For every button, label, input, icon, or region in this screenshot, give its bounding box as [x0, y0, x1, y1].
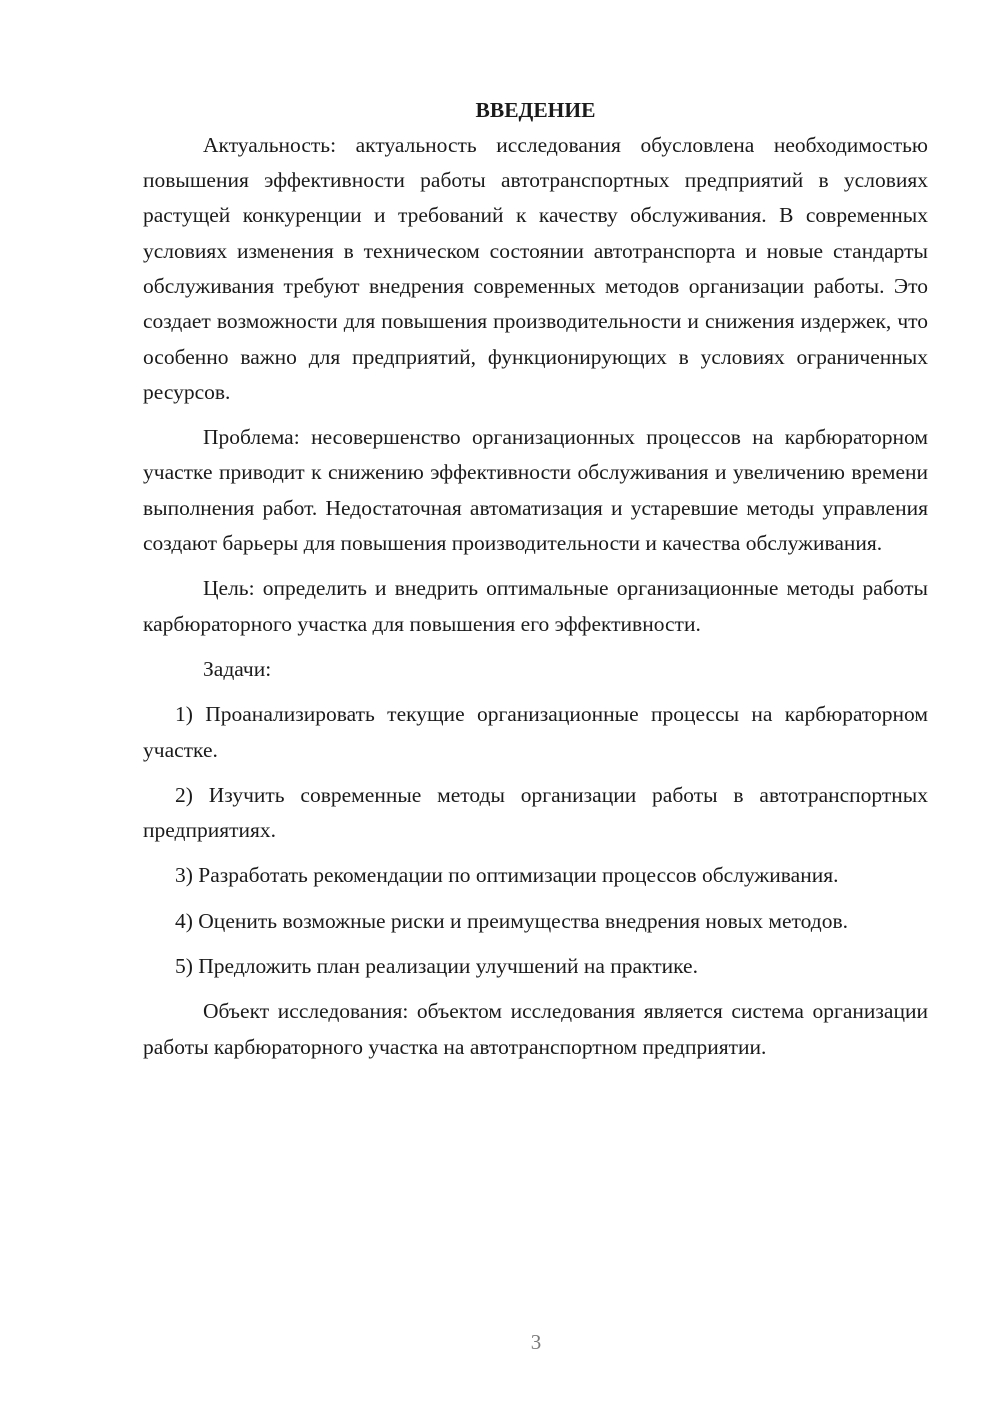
task-item: 5) Предложить план реализации улучшений на практике. — [175, 954, 698, 979]
page-number: 3 — [530, 1330, 542, 1354]
section-title: ВВЕДЕНИЕ — [475, 98, 596, 122]
task-item: 2) Изучить современные методы организации работы в автотранспортных предприятиях. — [143, 782, 928, 843]
task-list — [143, 697, 928, 984]
paragraph-goal: Цель: определить и внедрить оптимальные организационные методы работы карбюраторного участка для повышения его эффективности. — [143, 576, 928, 636]
paragraph-problem: Проблема: несовершенство организационных процессов на карбюраторном участке приводит к снижению эффективности обслуживания и увеличению времени выполнения работ. Недостаточная автоматизация и устаревшие методы управления создают барьеры для повышения производительности и качества обслуживания. — [143, 425, 928, 556]
tasks-heading: Задачи: — [203, 656, 272, 681]
paragraph-relevance: Актуальность: актуальность исследования обусловлена необходимостью повышения эффективности работы автотранспортных предприятий в условиях растущей конкуренции и требований к качеству обслуживания. В современных условиях изменения в техническом состоянии автотранспорта и новые стандарты обслуживания требуют внедрения современных методов организации работы. Это создает возможности для повышения производительности и снижения издержек, что особенно важно для предприятий, функционирующих в условиях ограниченных ресурсов. — [143, 132, 928, 404]
task-item: 4) Оценить возможные риски и преимущества внедрения новых методов. — [175, 908, 848, 933]
task-item: 3) Разработать рекомендации по оптимизации процессов обслуживания. — [175, 863, 839, 888]
paragraph-object: Объект исследования: объектом исследования является система организации работы карбюраторного участка на автотранспортном предприятии. — [143, 999, 928, 1059]
task-item: 1) Проанализировать текущие организационные процессы на карбюраторном участке. — [143, 702, 928, 762]
page-content — [143, 93, 928, 1075]
